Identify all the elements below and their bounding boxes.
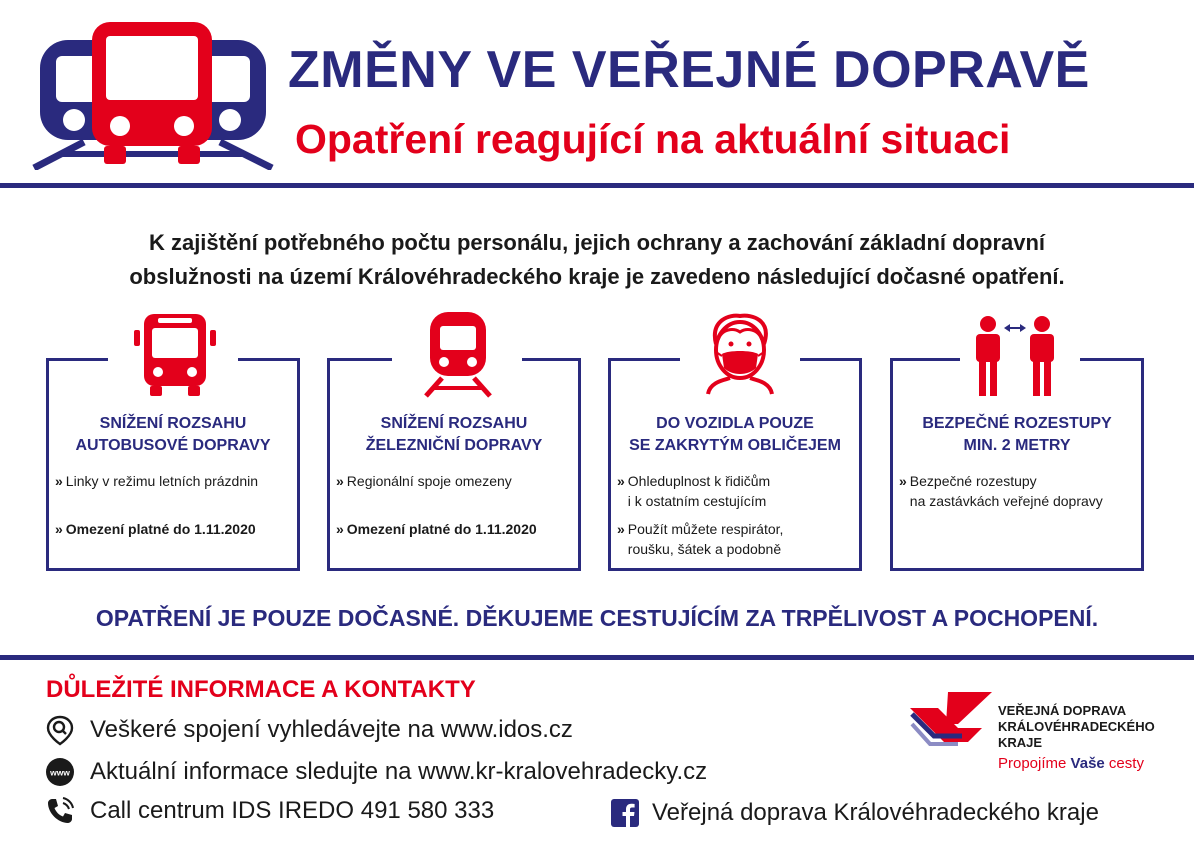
bottom-divider <box>0 655 1194 660</box>
slogan-part-bold: Vaše <box>1070 755 1105 772</box>
bullet-text: roušku, šátek a podobně <box>627 541 782 557</box>
logo-text <box>998 703 1155 751</box>
chevron-right-icon: » <box>899 473 907 489</box>
slogan-part: Propojíme <box>998 755 1071 772</box>
facebook-text[interactable]: Veřejná doprava Královéhradeckého kraje <box>652 799 1099 826</box>
map-search-pin-icon <box>44 714 76 746</box>
social-distance-icon <box>968 310 1062 398</box>
card-title-line-2: SE ZAKRYTÝM OBLIČEJEM <box>629 437 841 454</box>
bullet-text: Omezení platné do 1.11.2020 <box>65 521 256 537</box>
card-title-line-2: AUTOBUSOVÉ DOPRAVY <box>75 437 271 454</box>
intro-line-1: K zajištění potřebného počtu personálu, jejich ochrany a zachování základní dopravní <box>148 230 1046 255</box>
chevron-right-icon: » <box>55 521 63 537</box>
chevron-right-icon: » <box>336 473 344 489</box>
facebook-icon <box>610 798 640 828</box>
intro-line-2: obslužnosti na území Královéhradeckého kraje je zavedeno následující dočasné opatření. <box>129 264 1065 289</box>
bus-train-on-rails-icon <box>26 22 278 170</box>
contact-idos <box>44 714 573 746</box>
kralovehradecky-transport-logo-icon <box>908 690 992 754</box>
contact-phone <box>44 795 494 827</box>
top-divider <box>0 183 1194 188</box>
intro-text <box>20 226 1174 294</box>
chevron-right-icon: » <box>617 521 625 537</box>
thanks-banner: OPATŘENÍ JE POUZE DOČASNÉ. DĚKUJEME CESTUJÍCÍM ZA TRPĚLIVOST A POCHOPENÍ. <box>95 605 1099 631</box>
card-bullet <box>336 471 576 491</box>
card-title-line-1: BEZPEČNÉ ROZESTUPY <box>922 415 1112 432</box>
card-title-line-1: SNÍŽENÍ ROZSAHU <box>99 415 247 432</box>
phone-icon <box>44 795 76 827</box>
logo-line-3: KRAJE <box>998 735 1043 750</box>
contact-web <box>44 756 707 788</box>
card-title <box>330 413 578 457</box>
svg-text:www: www <box>50 767 70 778</box>
card-bullet <box>55 519 295 539</box>
logo-line-2: KRÁLOVÉHRADECKÉHO <box>998 719 1155 734</box>
contact-text[interactable]: Aktuální informace sledujte na www.kr-kralovehradecky.cz <box>90 758 708 785</box>
card-title-line-1: DO VOZIDLA POUZE <box>656 415 814 432</box>
card-title <box>611 413 859 457</box>
bullet-text: Ohleduplnost k řidičům <box>627 473 771 489</box>
bus-icon <box>130 310 220 398</box>
logo-slogan <box>998 755 1144 772</box>
chevron-right-icon: » <box>55 473 63 489</box>
contact-text[interactable]: Call centrum IDS IREDO 491 580 333 <box>90 797 495 824</box>
contact-facebook <box>610 798 1099 828</box>
card-bullet <box>55 471 295 491</box>
card-bullet <box>617 471 857 511</box>
slogan-part: cesty <box>1104 755 1144 772</box>
page-subtitle: Opatření reagující na aktuální situaci <box>295 116 1011 162</box>
card-title-line-1: SNÍŽENÍ ROZSAHU <box>380 415 528 432</box>
contact-text[interactable]: Veškeré spojení vyhledávejte na www.idos.cz <box>90 716 573 743</box>
card-title <box>49 413 297 457</box>
bullet-text: Linky v režimu letních prázdnin <box>65 473 258 489</box>
bullet-text: Regionální spoje omezeny <box>346 473 512 489</box>
masked-face-icon <box>700 310 780 396</box>
bullet-text: Bezpečné rozestupy <box>909 473 1037 489</box>
bullet-text: i k ostatním cestujícím <box>627 493 767 509</box>
chevron-right-icon: » <box>336 521 344 537</box>
card-title-line-2: ŽELEZNIČNÍ DOPRAVY <box>365 437 543 454</box>
bullet-text: Použít můžete respirátor, <box>627 521 784 537</box>
card-bullet <box>336 519 576 539</box>
page-title: ZMĚNY VE VEŘEJNÉ DOPRAVĚ <box>288 41 1090 99</box>
card-bullet <box>899 471 1139 511</box>
contacts-title: DŮLEŽITÉ INFORMACE A KONTAKTY <box>46 676 476 703</box>
bullet-text: Omezení platné do 1.11.2020 <box>346 521 537 537</box>
chevron-right-icon: » <box>617 473 625 489</box>
bullet-text: na zastávkách veřejné dopravy <box>909 493 1103 509</box>
logo-line-1: VEŘEJNÁ DOPRAVA <box>998 703 1127 718</box>
train-icon <box>418 310 498 398</box>
card-bullet <box>617 519 857 559</box>
card-title <box>893 413 1141 457</box>
www-globe-icon <box>44 756 76 788</box>
card-title-line-2: MIN. 2 METRY <box>963 437 1071 454</box>
